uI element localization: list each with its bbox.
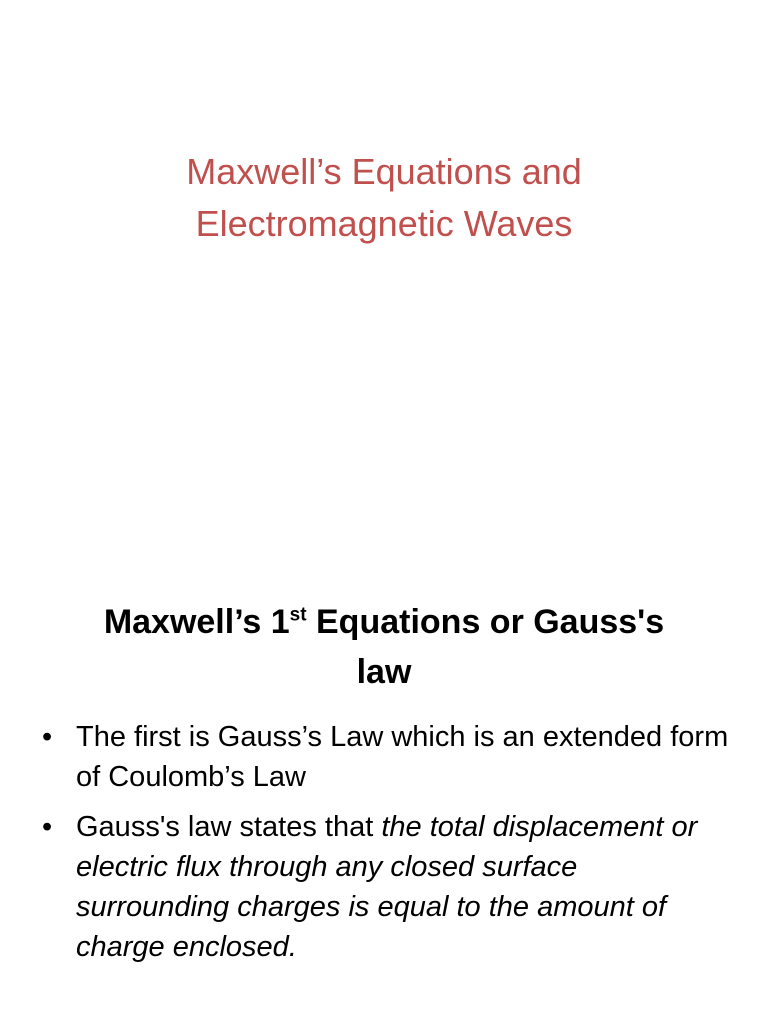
bullet-text-italic: the total displacement or electric flux through any closed surface surrounding charges is equal to the amount of charge enclosed. <box>76 811 698 963</box>
slide-title <box>60 146 708 250</box>
slide-2 <box>0 512 768 1024</box>
title-line-2: Electromagnetic Waves <box>195 203 573 244</box>
title-line-1: Maxwell’s Equations and <box>186 151 582 192</box>
bullet-list <box>40 717 730 977</box>
heading-line-2: law <box>356 653 412 691</box>
bullet-marker: • <box>42 811 53 843</box>
bullet-text-plain: Gauss's law states that <box>76 811 382 843</box>
heading-part-1: Maxwell’s 1 <box>103 603 290 641</box>
bullet-text: The first is Gauss’s Law which is an extended form of Coulomb’s Law <box>76 721 729 793</box>
bullet-item <box>40 717 730 797</box>
heading-superscript: st <box>289 604 307 626</box>
heading-part-2: Equations or Gauss's <box>306 603 665 641</box>
bullet-marker: • <box>42 721 53 753</box>
slide-heading <box>40 597 728 697</box>
bullet-item <box>40 807 730 967</box>
heading-line-1 <box>40 597 728 647</box>
